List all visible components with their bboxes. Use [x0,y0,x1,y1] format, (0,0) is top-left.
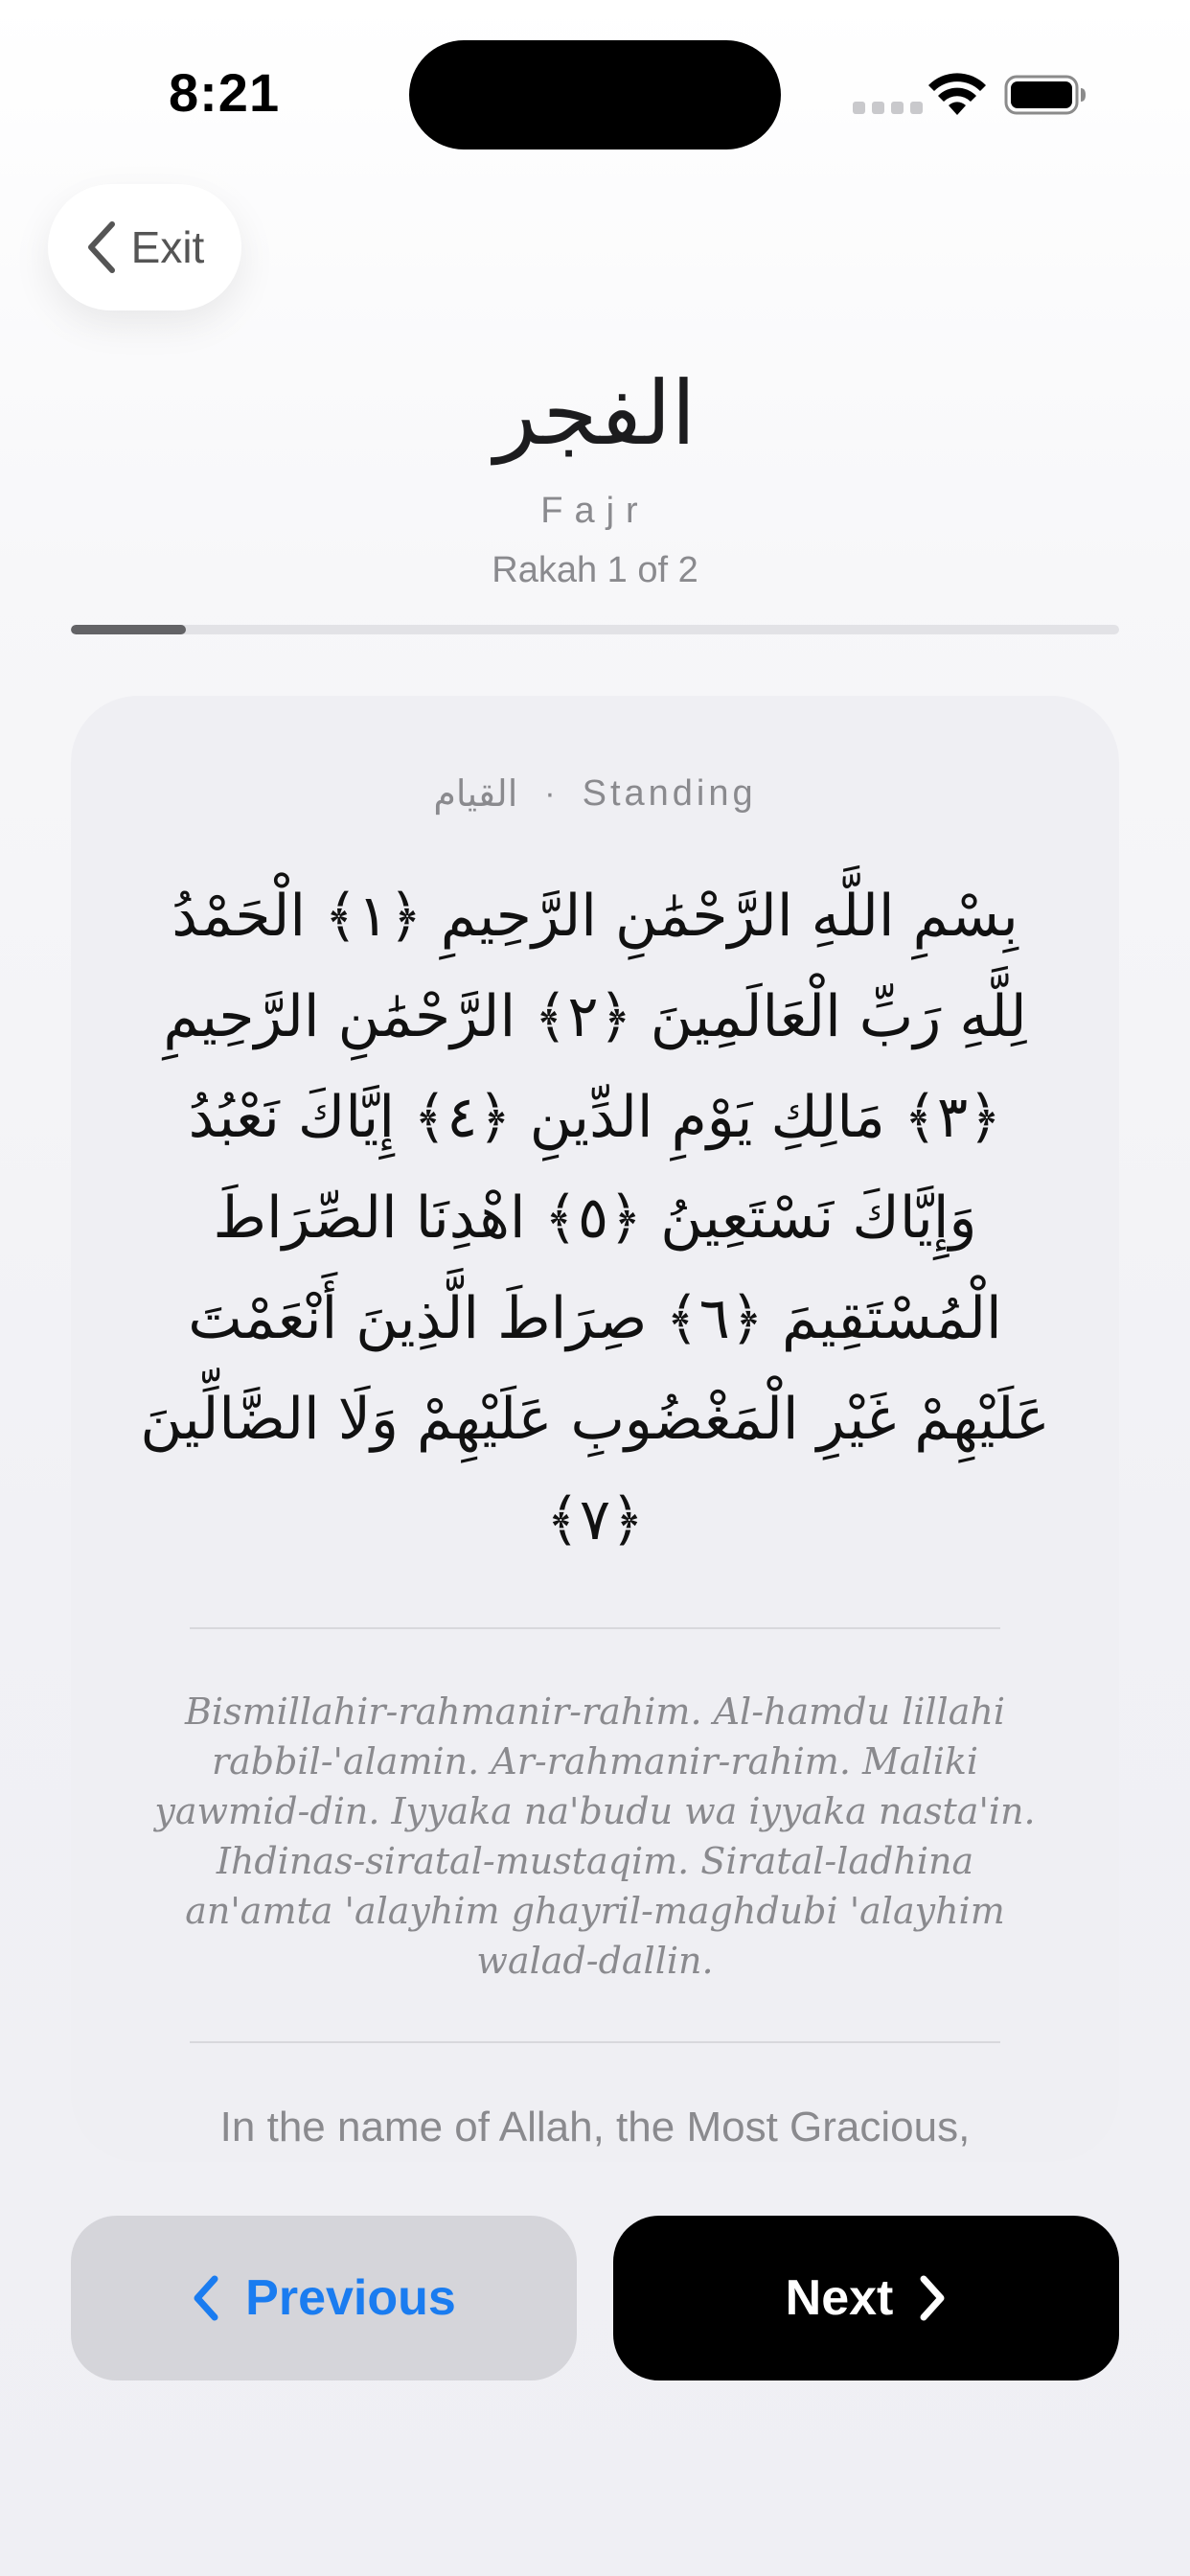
progress-bar [71,625,1119,634]
wifi-icon [927,73,987,117]
position-arabic: القيام [433,774,518,815]
chevron-right-icon [918,2274,947,2322]
translation-text: In the name of Allah, the Most Gracious, [219,2104,971,2150]
previous-button[interactable] [71,2216,577,2380]
position-label [71,772,1119,816]
status-time: 8:21 [169,62,281,123]
next-label: Next [785,2270,894,2326]
progress-bar-fill [71,625,186,634]
chevron-left-icon [192,2274,220,2322]
recitation-card[interactable] [71,696,1119,2162]
exit-label: Exit [130,222,205,272]
dynamic-island [409,40,781,150]
previous-label: Previous [245,2270,456,2326]
prayer-name-arabic: الفجر [493,362,697,465]
next-button[interactable] [613,2216,1119,2380]
position-english: Standing [582,773,757,814]
transliteration-text: Bismillahir-rahmanir-rahim. Al-hamdu lillahi rabbil-'alamin. Ar-rahmanir-rahim. Maliki yawmid-din. Iyyaka na'budu wa iyyaka nasta'in. Ihdinas-siratal-mustaqim. Siratal-ladhina an'amta 'alayhim ghayril-maghdubi 'alayhim walad-dallin. [154,1690,1036,1982]
status-bar [0,0,1190,192]
chevron-left-icon [85,220,118,274]
exit-button[interactable] [48,184,241,310]
rakah-counter: Rakah 1 of 2 [492,550,698,590]
divider [190,2041,1000,2043]
recitation-arabic: بِسْمِ اللَّهِ الرَّحْمَٰنِ الرَّحِيمِ ﴿١﴾ الْحَمْدُ لِلَّهِ رَبِّ الْعَالَمِينَ ﴿٢﴾ الرَّحْمَٰنِ الرَّحِيمِ ﴿٣﴾ مَالِكِ يَوْمِ الدِّينِ ﴿٤﴾ إِيَّاكَ نَعْبُدُ وَإِيَّاكَ نَسْتَعِينُ ﴿٥﴾ اهْدِنَا الصِّرَاطَ الْمُسْتَقِيمَ ﴿٦﴾ صِرَاطَ الَّذِينَ أَنْعَمْتَ عَلَيْهِمْ غَيْرِ الْمَغْضُوبِ عَلَيْهِمْ وَلَا الضَّالِّينَ ﴿٧﴾ [140,883,1050,1553]
prayer-name-english: Fajr [540,491,650,531]
battery-icon [1004,75,1087,115]
position-separator: · [544,775,556,812]
divider [190,1627,1000,1629]
cellular-signal-icon [853,102,923,114]
